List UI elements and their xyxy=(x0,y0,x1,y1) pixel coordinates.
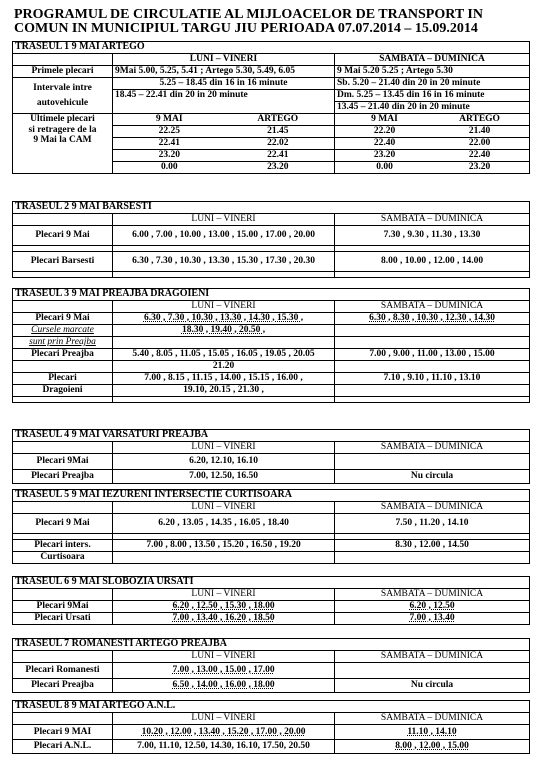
times-weekend: 7.30 , 9.30 , 11.30 , 13.30 xyxy=(335,226,530,246)
row-label: Plecari A.N.L. xyxy=(13,740,113,754)
times-weekend: 6.20 , 12.50 xyxy=(335,601,530,613)
weekend-header: SAMBATA – DUMINICA xyxy=(335,502,530,514)
row-label: Plecari xyxy=(13,373,113,385)
weekend-header: SAMBATA – DUMINICA xyxy=(335,442,530,454)
times-weekend: 8.30 , 12.00 , 14.50 xyxy=(335,540,530,552)
times-weekday: 6.20 , 12.50 , 15.30 , 18.00 xyxy=(113,601,335,613)
route-7-header: TRASEUL 7 ROMANESTI ARTEGO PREAJBA xyxy=(13,639,530,651)
title-line-1: PROGRAMUL DE CIRCULATIE AL MIJLOACELOR DE TRANSPORT IN xyxy=(14,7,483,22)
weekday-header: LUNI – VINERI xyxy=(113,442,335,454)
route-1-table: TRASEUL 1 9 MAI ARTEGO LUNI – VINERI SAMBATA – DUMINICA Primele plecari 9Mai 5.00, 5.25, 5.41 ; Artego 5.30, 5.49, 6.05 9 Mai 5.20 5.25 ; Artego 5.30 Intervale intre autovehicule 5.25 – 18.45 din 16 in 16 minute Sb. 5.20 – 21.40 din 20 in 20 minute 18.45 – 22.41 din 20 in 20 minute Dm. 5.25 – 13.45 din 16 in 16 minute 13.45 – 21.40 din 20 in 20 minute Ultimele plecari si retragere de la 9 Mai la CAM 9 MAI ARTEGO 9 MAI ARTEGO 22.25 21.45 22.20 21.40 22.41 22.02 22.40 22.00 23.20 22.41 23.20 22.40 0.00 23.20 0.00 23.20 xyxy=(12,41,530,174)
weekday-header: LUNI – VINERI xyxy=(113,214,335,226)
route-5-header: TRASEUL 5 9 MAI IEZURENI INTERSECTIE CURTISOARA xyxy=(13,490,530,502)
weekend-header: SAMBATA – DUMINICA xyxy=(335,214,530,226)
weekend-header: SAMBATA – DUMINICA xyxy=(335,651,530,663)
not-running-text: Nu circula xyxy=(335,470,530,484)
row-label: Plecari 9 Mai xyxy=(13,226,113,246)
times-weekday: 6.30 , 7.30 , 10.30 , 13.30 , 15.30 , 17.30 , 20.30 xyxy=(113,252,335,272)
times-weekend: 11.10 , 14.10 xyxy=(335,725,530,740)
times-weekend: 7.00 , 13.40 xyxy=(335,613,530,625)
page-title xyxy=(14,8,534,36)
first-departures-label: Primele plecari xyxy=(13,66,113,78)
weekend-header: SAMBATA – DUMINICA xyxy=(335,301,530,313)
weekday-header: LUNI – VINERI xyxy=(113,502,335,514)
row-label: Plecari 9Mai xyxy=(13,454,113,470)
times-weekday: 18.30 , 19.40 , 20.50 , xyxy=(113,325,335,337)
route-6-table xyxy=(12,576,530,625)
route-3-header: TRASEUL 3 9 MAI PREAJBA DRAGOIENI xyxy=(13,289,530,301)
times-weekend: 8.00 , 10.00 , 12.00 , 14.00 xyxy=(335,252,530,272)
times-weekday: 6.30 , 7.30 , 10.30 , 13.30 , 14.30 , 15.30 , xyxy=(113,313,335,325)
note-label: sunt prin Preajba xyxy=(13,337,113,349)
times-weekday: 7.00, 12.50, 16.50 xyxy=(113,470,335,484)
row-label: Plecari 9 Mai xyxy=(13,313,113,325)
times-weekday: 6.20 , 13.05 , 14.35 , 16.05 , 18.40 xyxy=(113,514,335,534)
row-label: Plecari 9Mai xyxy=(13,601,113,613)
interval-weekend-3: 13.45 – 21.40 din 20 in 20 minute xyxy=(335,102,530,114)
weekend-header: SAMBATA – DUMINICA xyxy=(335,54,530,66)
route-5-table xyxy=(12,489,530,564)
times-weekend: 7.50 , 11.20 , 14.10 xyxy=(335,514,530,534)
route-4-header: TRASEUL 4 9 MAI VARSATURI PREAJBA xyxy=(13,430,530,442)
route-4-table xyxy=(12,429,530,484)
times-weekday: 7.00 , 8.00 , 13.50 , 15.20 , 16.50 , 19.20 xyxy=(113,540,335,552)
first-departures-weekday: 9Mai 5.00, 5.25, 5.41 ; Artego 5.30, 5.49, 6.05 xyxy=(113,66,335,78)
route-2-table xyxy=(12,201,530,278)
times-weekday: 21.20 xyxy=(113,361,335,373)
weekend-header: SAMBATA – DUMINICA xyxy=(335,713,530,725)
times-weekend: 8.00 , 12.00 , 15.00 xyxy=(335,740,530,754)
times-weekday: 7.00 , 8.15 , 11.15 , 14.00 , 15.15 , 16.00 , xyxy=(113,373,335,385)
times-weekday: 6.00 , 7.00 , 10.00 , 13.00 , 15.00 , 17.00 , 20.00 xyxy=(113,226,335,246)
row-label: Plecari inters. xyxy=(13,540,113,552)
weekday-header: LUNI – VINERI xyxy=(113,713,335,725)
weekday-header: LUNI – VINERI xyxy=(113,589,335,601)
row-label: Plecari Preajba xyxy=(13,470,113,484)
route-2-header: TRASEUL 2 9 MAI BARSESTI xyxy=(13,202,530,214)
row-label: Plecari Romanesti xyxy=(13,663,113,679)
weekend-header: SAMBATA – DUMINICA xyxy=(335,589,530,601)
weekday-header: LUNI – VINERI xyxy=(113,301,335,313)
row-label: Curtisoara xyxy=(13,552,113,564)
times-weekday: 10.20 , 12.00 , 13.40 , 15.20 , 17.00 , 20.00 xyxy=(113,725,335,740)
route-3-table xyxy=(12,288,530,403)
times-weekend: 7.10 , 9.10 , 11.10 , 13.10 xyxy=(335,373,530,385)
route-8-table xyxy=(12,700,530,754)
interval-weekend-2: Dm. 5.25 – 13.45 din 16 in 16 minute xyxy=(335,90,530,102)
last-departures-label: Ultimele plecari si retragere de la 9 Mai la CAM xyxy=(13,114,113,174)
note-label: Cursele marcate xyxy=(13,325,113,337)
times-weekday: 7.00, 11.10, 12.50, 14.30, 16.10, 17.50, 20.50 xyxy=(113,740,335,754)
title-line-2: COMUN IN MUNICIPIUL TARGU JIU PERIOADA 07.07.2014 – 15.09.2014 xyxy=(14,21,478,36)
times-weekday: 5.40 , 8.05 , 11.05 , 15.05 , 16.05 , 19.05 , 20.05 xyxy=(113,349,335,361)
times-weekday: 19.10, 20.15 , 21.30 , xyxy=(113,385,335,397)
times-weekday: 7.00 , 13.00 , 15.00 , 17.00 xyxy=(113,663,335,679)
route-1-header: TRASEUL 1 9 MAI ARTEGO xyxy=(13,42,530,54)
route-8-header: TRASEUL 8 9 MAI ARTEGO A.N.L. xyxy=(13,701,530,713)
row-label: Plecari Preajba xyxy=(13,349,113,361)
times-weekday: 6.20, 12.10, 16.10 xyxy=(113,454,335,470)
row-label: Plecari Barsesti xyxy=(13,252,113,272)
intervals-label: Intervale intre autovehicule xyxy=(13,78,113,114)
times-weekday: 7.00 , 13.40 , 16.20 , 18.50 xyxy=(113,613,335,625)
interval-weekday-1: 5.25 – 18.45 din 16 in 16 minute xyxy=(113,78,335,90)
first-departures-weekend: 9 Mai 5.20 5.25 ; Artego 5.30 xyxy=(335,66,530,78)
row-label: Plecari 9 MAI xyxy=(13,725,113,740)
times-weekend: 7.00 , 9.00 , 11.00 , 13.00 , 15.00 xyxy=(335,349,530,361)
row-label: Plecari 9 Mai xyxy=(13,514,113,534)
row-label: Dragoieni xyxy=(13,385,113,397)
interval-weekend-1: Sb. 5.20 – 21.40 din 20 in 20 minute xyxy=(335,78,530,90)
route-6-header: TRASEUL 6 9 MAI SLOBOZIA URSATI xyxy=(13,577,530,589)
weekday-header: LUNI – VINERI xyxy=(113,54,335,66)
interval-weekday-2: 18.45 – 22.41 din 20 in 20 minute xyxy=(113,90,335,114)
times-weekend: 6.30 , 8.30 , 10.30 , 12.30 , 14.30 xyxy=(335,313,530,325)
route-7-table xyxy=(12,638,530,693)
not-running-text: Nu circula xyxy=(335,679,530,693)
row-label: Plecari Preajba xyxy=(13,679,113,693)
times-weekday: 6.50 , 14.00 , 16.00 , 18.00 xyxy=(113,679,335,693)
weekday-header: LUNI – VINERI xyxy=(113,651,335,663)
row-label: Plecari Ursati xyxy=(13,613,113,625)
